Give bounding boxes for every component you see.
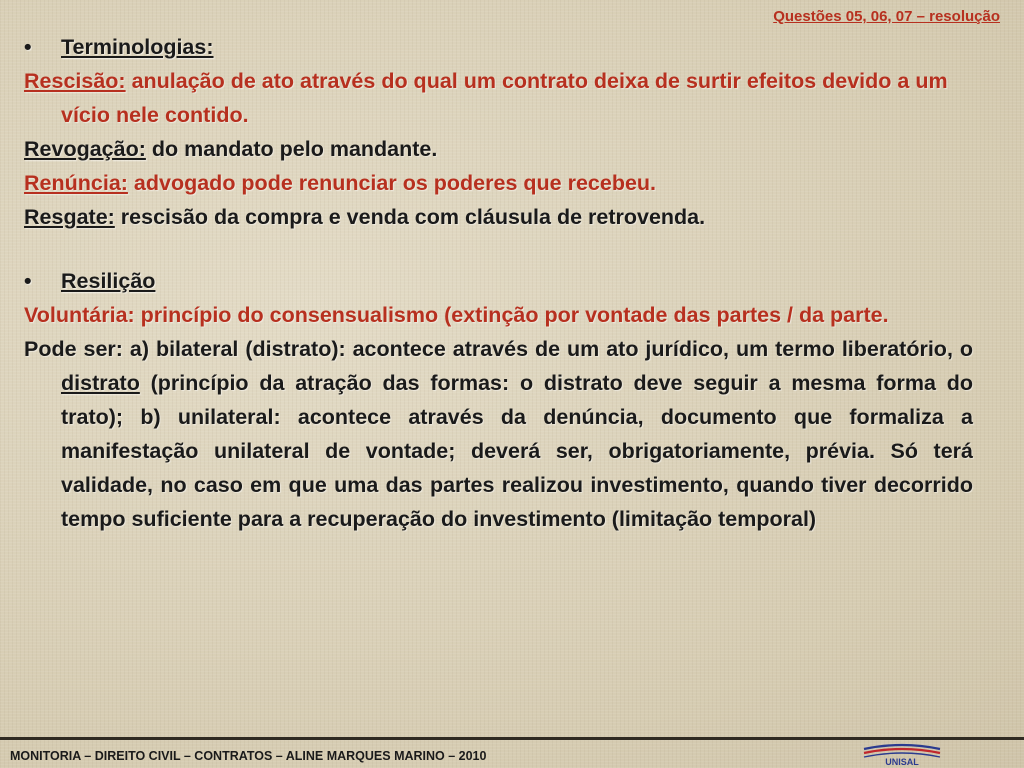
term-definition: rescisão da compra e venda com cláusula de retrovenda. (114, 205, 706, 229)
pode-ser-paragraph (24, 332, 973, 536)
section-spacer (24, 234, 973, 264)
heading-text: Terminologias: (61, 35, 214, 59)
pode-ser-text-end: (princípio da atração das formas: o distrato deve seguir a mesma forma do trato); b) unilateral: acontece através da denúncia, documento que formaliza a manifestação unilateral de vontade; deverá ser, obrigatoriamente, prévia. Só terá validade, no caso em que uma das partes realizou investimento, quando tiver decorrido tempo suficiente para a recuperação do investimento (limitação temporal) (61, 371, 973, 531)
section-heading-terminologias (24, 30, 973, 64)
bullet-icon: • (24, 269, 32, 293)
term-resgate (24, 200, 973, 234)
term-label: Revogação: (24, 137, 146, 161)
term-label: Rescisão: (24, 69, 126, 93)
term-definition: anulação de ato através do qual um contrato deixa de surtir efeitos devido a um vício nele contido. (61, 69, 948, 127)
logo-text: UNISAL (885, 757, 919, 767)
term-label: Renúncia: (24, 171, 128, 195)
distrato-term: distrato (61, 371, 140, 395)
term-revogacao (24, 132, 973, 166)
pode-ser-text-start: Pode ser: a) bilateral (distrato): acontece através de um ato jurídico, um termo liberatório, o (24, 337, 973, 361)
slide-header-title: Questões 05, 06, 07 – resolução (773, 8, 1000, 25)
term-label: Resgate: (24, 205, 115, 229)
unisal-logo (862, 740, 942, 768)
section-heading-resilicao (24, 264, 973, 298)
footer-text: MONITORIA – DIREITO CIVIL – CONTRATOS – ALINE MARQUES MARINO – 2010 (10, 749, 487, 763)
voluntaria-paragraph: Voluntária: princípio do consensualismo (extinção por vontade das partes / da parte. (24, 303, 889, 327)
heading-text: Resilição (61, 269, 156, 293)
term-definition: do mandato pelo mandante. (145, 137, 438, 161)
term-renuncia (24, 166, 973, 200)
term-rescisao (24, 64, 973, 132)
bullet-icon: • (24, 35, 32, 59)
term-definition: advogado pode renunciar os poderes que recebeu. (127, 171, 657, 195)
slide-content (24, 30, 973, 536)
